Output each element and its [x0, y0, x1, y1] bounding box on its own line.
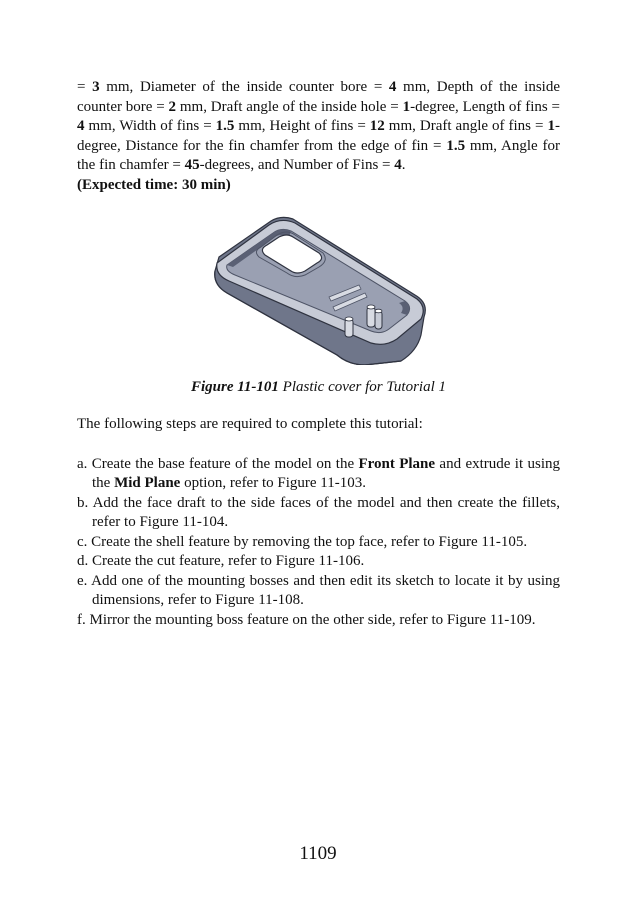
intro-value: 1.5	[215, 118, 235, 134]
intro-value: 45	[184, 157, 200, 173]
steps-list	[77, 455, 560, 631]
intro-value: 12	[369, 118, 385, 134]
intro-value: 1	[402, 98, 411, 115]
intro-text: -degrees, and Number of Fins =	[199, 157, 395, 173]
intro-text: -degree, Distance for the fin chamfer from the edge of fin =	[77, 118, 560, 154]
step-emphasis: Front Plane	[358, 455, 436, 472]
mounting-boss	[375, 309, 382, 329]
intro-paragraph	[77, 78, 560, 195]
page-number: 1109	[299, 843, 337, 864]
list-item: d. Create the cut feature, refer to Figure 11-106.	[77, 553, 365, 569]
step-text: and extrude it using the	[92, 455, 561, 491]
list-item: b. Add the face draft to the side faces of the model and then create the fillets, refer to Figure 11-104.	[77, 494, 560, 530]
intro-text: =	[77, 79, 93, 95]
list-item	[77, 455, 560, 494]
intro-text: mm, Angle for the fin chamfer =	[77, 137, 560, 173]
list-item: e. Add one of the mounting bosses and then edit its sketch to locate it by using dimensions, refer to Figure 11-108.	[77, 572, 560, 608]
intro-value: 3	[92, 79, 100, 95]
step-text: a. Create the base feature of the model on the	[77, 455, 359, 472]
figure-caption-text: Plastic cover for Tutorial 1	[278, 379, 447, 395]
list-item: c. Create the shell feature by removing the top face, refer to Figure 11-105.	[77, 533, 528, 550]
intro-text: mm, Draft angle of fins =	[384, 118, 548, 134]
intro-text: mm, Depth of the inside counter bore =	[77, 79, 560, 115]
mounting-boss	[345, 317, 353, 337]
intro-value: 4	[394, 157, 402, 173]
intro-text: -degree, Length of fins =	[410, 98, 561, 115]
figure-number: Figure 11-101	[190, 379, 279, 395]
plastic-cover-image	[209, 215, 429, 365]
figure-plastic-cover	[209, 215, 429, 365]
intro-value: 1	[547, 118, 555, 134]
figure-caption	[77, 377, 560, 397]
mounting-boss	[367, 305, 375, 327]
intro-text: mm, Diameter of the inside counter bore =	[99, 79, 389, 95]
intro-value: 2	[168, 98, 177, 115]
step-text: option, refer to Figure 11-103.	[180, 475, 366, 491]
intro-value: 4	[77, 118, 85, 134]
intro-value: 4	[388, 79, 397, 95]
page-content	[77, 78, 560, 630]
intro-text: mm, Height of fins =	[234, 118, 370, 134]
step-emphasis: Mid Plane	[114, 475, 181, 491]
intro-text: mm, Width of fins =	[84, 118, 216, 134]
intro-text: mm, Draft angle of the inside hole =	[176, 98, 403, 115]
list-item: f. Mirror the mounting boss feature on the other side, refer to Figure 11-109.	[77, 611, 536, 628]
steps-intro: The following steps are required to complete this tutorial:	[77, 416, 423, 432]
intro-value: 1.5	[446, 137, 466, 154]
intro-text: .	[401, 157, 406, 173]
expected-time: (Expected time: 30 min)	[77, 176, 231, 193]
